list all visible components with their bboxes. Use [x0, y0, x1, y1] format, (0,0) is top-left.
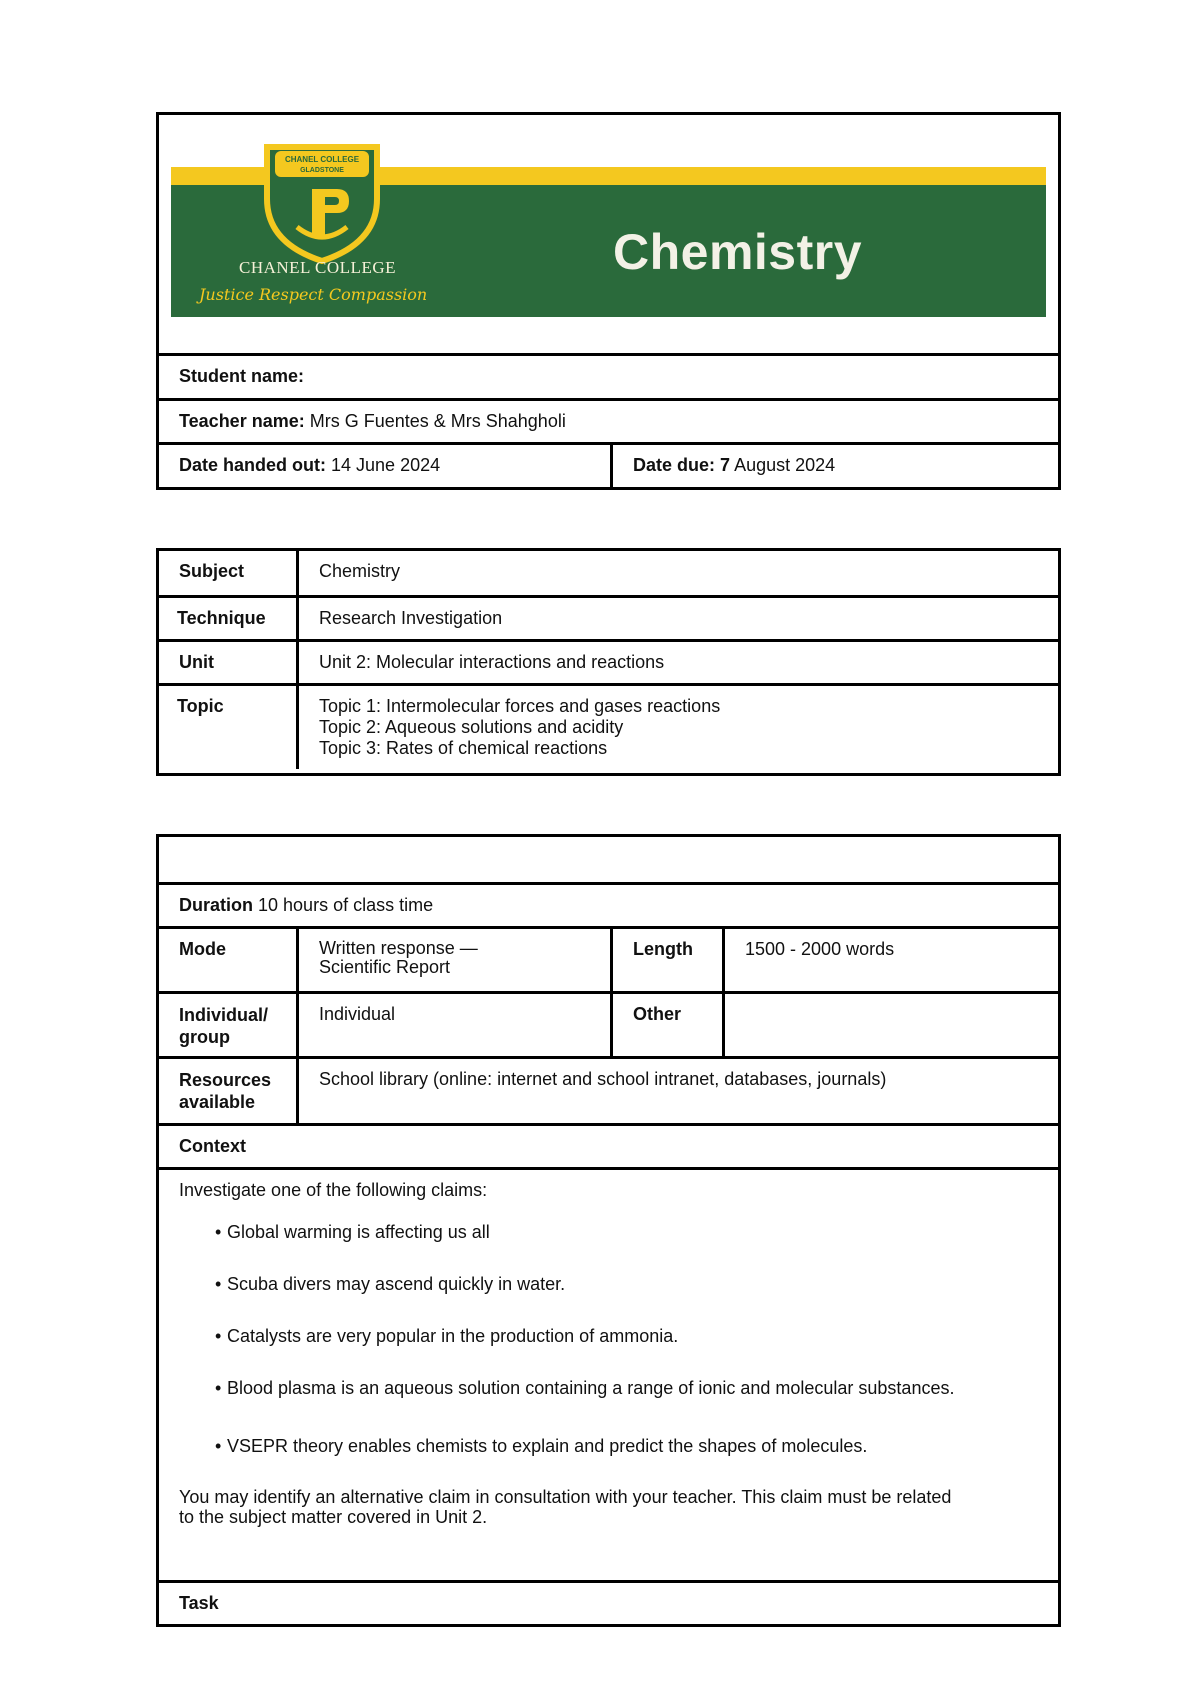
info-row-subject	[159, 551, 1058, 595]
blank-header-row	[159, 837, 1058, 882]
mode-row	[159, 926, 1058, 991]
individual-label-line2: group	[179, 1026, 230, 1047]
unit-label: Unit	[179, 652, 214, 672]
teacher-name-value: Mrs G Fuentes & Mrs Shahgholi	[309, 411, 566, 431]
topic-list	[296, 686, 1058, 769]
college-name: CHANEL COLLEGE	[239, 258, 396, 277]
header-table	[156, 112, 1061, 490]
mode-label: Mode	[179, 938, 226, 959]
subject-info-table	[156, 548, 1061, 776]
individual-label-line1: Individual/	[179, 1004, 269, 1025]
length-label: Length	[610, 929, 722, 991]
context-intro: Investigate one of the following claims:	[179, 1179, 488, 1200]
college-banner	[159, 115, 1058, 353]
topic-item: Topic 1: Intermolecular forces and gases reactions	[319, 696, 721, 716]
context-body-row	[159, 1167, 1058, 1580]
topic-item: Topic 2: Aqueous solutions and acidity	[319, 717, 624, 737]
date-handed-out-value: 14 June 2024	[331, 455, 441, 475]
teacher-name-label: Teacher name:	[179, 411, 305, 431]
context-label: Context	[179, 1135, 246, 1156]
duration-row	[159, 882, 1058, 926]
subject-label: Subject	[179, 561, 245, 581]
task-header-row	[159, 1580, 1058, 1624]
task-details-table	[156, 834, 1061, 1627]
length-value: 1500 - 2000 words	[722, 929, 1058, 991]
individual-value: Individual	[296, 994, 610, 1056]
other-label: Other	[610, 994, 722, 1056]
list-item: • Global warming is affecting us all	[215, 1222, 1038, 1243]
list-item: • Blood plasma is an aqueous solution containing a range of ionic and molecular substances.	[215, 1378, 1038, 1399]
claims-list	[179, 1222, 1038, 1457]
college-crest-icon	[257, 139, 387, 265]
subject-value: Chemistry	[296, 551, 1058, 595]
context-header-row	[159, 1123, 1058, 1167]
other-value	[722, 994, 1058, 1056]
topic-item: Topic 3: Rates of chemical reactions	[319, 738, 608, 758]
crest-mid-text: GLADSTONE	[300, 167, 344, 174]
resources-label-line1: Resources	[179, 1069, 272, 1090]
student-name-label: Student name:	[179, 366, 305, 386]
date-handed-out-label: Date handed out:	[179, 455, 326, 475]
mode-value-line1: Written response —	[319, 937, 478, 958]
mode-value-line2: Scientific Report	[319, 956, 451, 977]
alt-claim-line1: You may identify an alternative claim in consultation with your teacher. This claim must be related	[179, 1486, 952, 1507]
subject-title: Chemistry	[613, 224, 863, 280]
topic-label: Topic	[177, 696, 224, 716]
list-item: • VSEPR theory enables chemists to explain and predict the shapes of molecules.	[215, 1436, 1038, 1457]
list-item: • Catalysts are very popular in the production of ammonia.	[215, 1326, 1038, 1347]
date-due-value: August 2024	[734, 455, 836, 475]
individual-row	[159, 991, 1058, 1056]
date-due-label: Date due:	[633, 455, 716, 475]
info-row-unit	[159, 639, 1058, 683]
task-label: Task	[179, 1593, 219, 1613]
technique-label: Technique	[177, 608, 266, 628]
info-row-topic	[159, 683, 1058, 769]
dates-row	[159, 442, 1058, 487]
date-due-day: 7	[720, 455, 731, 475]
college-motto: Justice Respect Compassion	[199, 285, 428, 304]
duration-label: Duration	[179, 894, 253, 915]
unit-value: Unit 2: Molecular interactions and reactions	[296, 642, 1058, 683]
student-name-row	[159, 353, 1058, 398]
alt-claim-line2: to the subject matter covered in Unit 2.	[179, 1506, 488, 1527]
resources-row	[159, 1056, 1058, 1123]
duration-value: 10 hours of class time	[258, 894, 434, 915]
list-item: • Scuba divers may ascend quickly in water.	[215, 1274, 1038, 1295]
info-row-technique	[159, 595, 1058, 639]
resources-value: School library (online: internet and school intranet, databases, journals)	[296, 1059, 1058, 1123]
technique-value: Research Investigation	[296, 598, 1058, 639]
teacher-name-row	[159, 398, 1058, 442]
resources-label-line2: available	[179, 1091, 256, 1112]
crest-top-text: CHANEL COLLEGE	[284, 155, 360, 164]
